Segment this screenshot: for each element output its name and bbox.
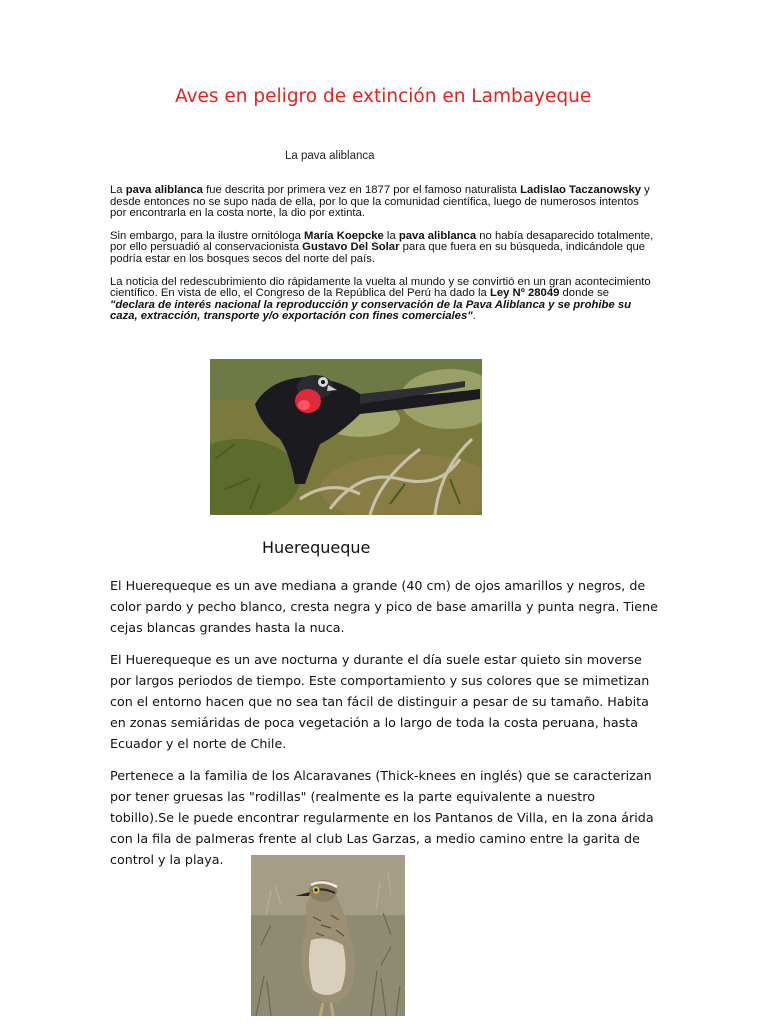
bold-term: pava aliblanca [398, 229, 477, 242]
paragraph-4: El Huerequeque es un ave mediana a grande (40 cm) de ojos amarillos y negros, de color pardo y pecho blanco, cresta negra y pico de base amarilla y punta negra. Tiene cejas blancas grandes hasta la nuca. [110, 578, 658, 635]
bold-term: Gustavo Del Solar [302, 241, 400, 254]
text-run: . [472, 310, 476, 323]
paragraph-2 [110, 231, 655, 266]
pava-aliblanca-photo [210, 359, 482, 515]
page-title: Aves en peligro de extinción en Lambayeque [175, 86, 592, 107]
text-run: La [110, 184, 126, 196]
text-run: para que fuera en su búsqueda, indicándole que podría estar en los bosques secos del norte del país. [110, 241, 646, 265]
paragraph-1 [110, 185, 655, 220]
text-run: La noticia del redescubrimiento dio rápidamente la vuelta al mundo y se convirtió en un gran acontecimiento científico. En vista de ello, el Congreso de la República del Perú ha dado la [110, 275, 651, 300]
pava-section [110, 185, 655, 334]
paragraph-5: El Huerequeque es un ave nocturna y durante el día suele estar quieto sin moverse por largos periodos de tiempo. Este comportamiento y sus colores que se mimetizan con el entorno hacen que no sea tan fácil de distinguir a pesar de su tamaño. Habita en zonas semiáridas de poca vegetación a lo largo de toda la costa peruana, hasta Ecuador y el norte de Chile. [110, 652, 650, 751]
text-run: fue descrita por primera vez en 1877 por el famoso naturalista [202, 184, 521, 196]
paragraph-3 [110, 277, 655, 323]
paragraph-6: Pertenece a la familia de los Alcaravanes (Thick-knees en inglés) que se caracterizan por tener gruesas las "rodillas" (realmente es la parte equivalente a nuestro tobillo).Se le puede encontrar regularmente en los Pantanos de Villa, en la zona árida con la fila de palmeras frente al club Las Garzas, a medio camino entre la garita de control y la playa. [110, 768, 654, 867]
text-run: Sin embargo, para la ilustre ornitóloga [110, 229, 305, 242]
text-run: donde se [559, 287, 610, 300]
bold-term: María Koepcke [304, 229, 384, 242]
huerequeque-photo [251, 855, 405, 1016]
bold-term: Ladislao Taczanowsky [520, 184, 642, 196]
bold-term: pava aliblanca [125, 184, 203, 196]
huerequeque-section [110, 575, 660, 881]
bold-term: Ley Nº 28049 [489, 287, 560, 300]
text-run: y desde entonces no se supo nada de ella, por lo que la comunidad científica, luego de numerosos intentos por encontrarla en la costa norte, la dio por extinta. [110, 184, 650, 220]
text-run: la [383, 229, 399, 242]
law-quote: "declara de interés nacional la reproducción y conservación de la Pava Aliblanca y se prohibe su caza, extracción, transporte y/o exportación con fines comerciales" [110, 298, 632, 323]
section-subtitle: La pava aliblanca [285, 150, 375, 162]
text-run: no había desaparecido totalmente, por ello persuadió al conservacionista [110, 229, 654, 254]
huerequeque-heading: Huerequeque [262, 538, 371, 557]
